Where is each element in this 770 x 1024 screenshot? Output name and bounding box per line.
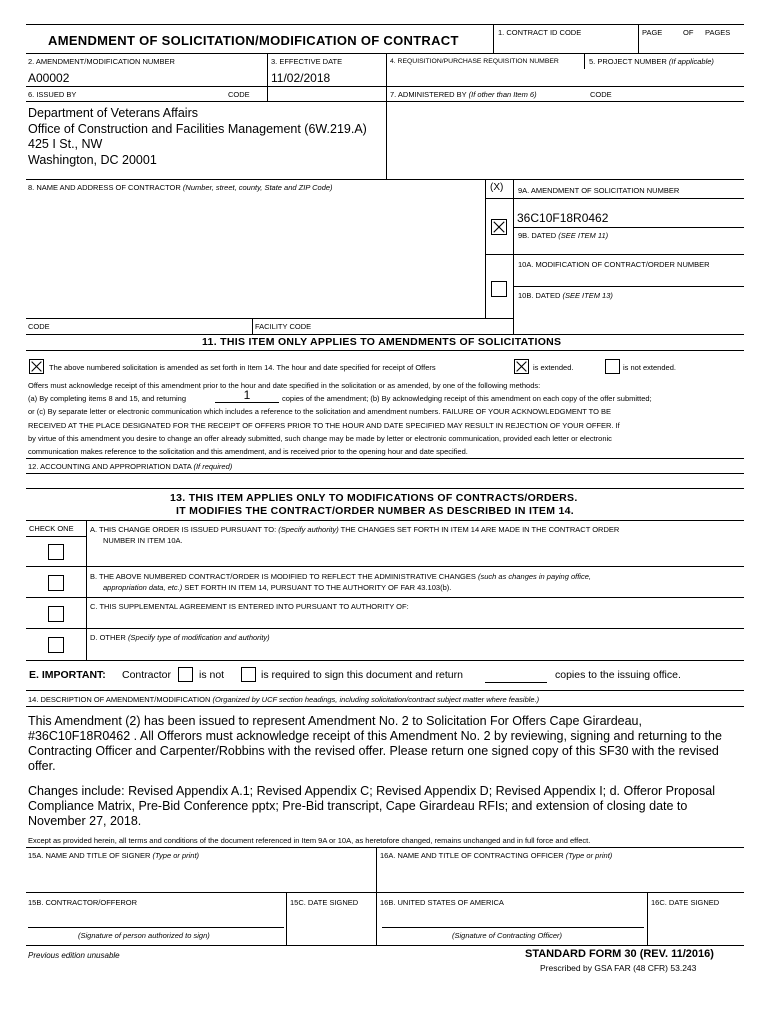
section11-line1: The above numbered solicitation is amended as set forth in Item 14. The hour and date specified for receipt of Offers xyxy=(49,363,436,372)
section13-title2: IT MODIFIES THE CONTRACT/ORDER NUMBER AS DESCRIBED IN ITEM 14. xyxy=(176,505,574,517)
contractor-word: Contractor xyxy=(122,669,172,681)
section11-para6: communication makes reference to the solicitation and this amendment, and is received prior to the opening hour and date specified. xyxy=(28,447,468,456)
option-c-checkbox[interactable] xyxy=(48,606,64,622)
section11-para2b: copies of the amendment; (b) By acknowledging receipt of this amendment on each copy of the offer submitted; xyxy=(282,394,652,403)
is-not-checkbox[interactable] xyxy=(178,667,193,682)
section13-title1: 13. THIS ITEM APPLIES ONLY TO MODIFICATIONS OF CONTRACTS/ORDERS. xyxy=(170,492,578,504)
prescribed-by: Prescribed by GSA FAR (48 CFR) 53.243 xyxy=(540,963,697,973)
checked-x-icon xyxy=(515,360,528,373)
option-b-text2: appropriation data, etc.) SET FORTH IN ITEM 14, PURSUANT TO THE AUTHORITY OF FAR 43.103(b). xyxy=(103,583,452,592)
checked-x-icon xyxy=(30,360,43,373)
item9a-value[interactable]: 36C10F18R0462 xyxy=(517,211,609,225)
important-label: E. IMPORTANT: xyxy=(29,669,106,681)
item15b-label: 15B. CONTRACTOR/OFFEROR xyxy=(28,898,138,907)
pages-label: PAGES xyxy=(705,28,731,37)
item10b-label: 10B. DATED (SEE ITEM 13) xyxy=(518,291,613,300)
x-column-label: (X) xyxy=(490,182,504,193)
section11-para1: Offers must acknowledge receipt of this amendment prior to the hour and date specified in the solicitation or as amended, by one of the following methods: xyxy=(28,381,541,390)
copies-return-field[interactable] xyxy=(485,682,547,683)
is-not-extended-label: is not extended. xyxy=(623,363,676,372)
option-a-text: A. THIS CHANGE ORDER IS ISSUED PURSUANT TO: (Specify authority) THE CHANGES SET FORTH IN ITEM 14 ARE MADE IN THE CONTRACT ORDER xyxy=(90,525,620,534)
project-number-label: 5. PROJECT NUMBER (If applicable) xyxy=(589,57,714,66)
item12-label: 12. ACCOUNTING AND APPROPRIATION DATA (If required) xyxy=(28,462,233,471)
code-label-bottom: CODE xyxy=(28,322,50,331)
is-extended-label: is extended. xyxy=(533,363,574,372)
copies-to-label: copies to the issuing office. xyxy=(555,669,681,681)
administered-by-code-label: CODE xyxy=(590,90,612,99)
item16c-label: 16C. DATE SIGNED xyxy=(651,898,720,907)
description-paragraph-1[interactable]: This Amendment (2) has been issued to represent Amendment No. 2 to Solicitation For Offers Cape Girardeau, #36C10F18R0462 . All Offerors must acknowledge receipt of this Amendment No. 2 by reviewing, signing and returning to the Contracting Officer and Carpenter/Robbins with the revised offer. Please return one signed copy of this SF30 with the revised offer. xyxy=(28,714,722,773)
item10-checkbox[interactable] xyxy=(491,281,507,297)
item9a-label: 9A. AMENDMENT OF SOLICITATION NUMBER xyxy=(518,186,680,195)
is-not-label: is not xyxy=(199,669,225,681)
is-not-extended-checkbox[interactable] xyxy=(605,359,620,374)
administered-by-label: 7. ADMINISTERED BY (If other than Item 6) xyxy=(390,90,537,99)
except-text: Except as provided herein, all terms and conditions of the document referenced in Item 9A or 10A, as heretofore changed, remains unchanged and in full force and effect. xyxy=(28,836,591,845)
issued-by-label: 6. ISSUED BY xyxy=(28,90,77,99)
previous-edition-note: Previous edition unusable xyxy=(28,951,120,960)
signature-person-caption: (Signature of person authorized to sign) xyxy=(78,931,210,940)
standard-form-title: STANDARD FORM 30 (REV. 11/2016) xyxy=(525,948,714,960)
issued-by-code-label: CODE xyxy=(228,90,250,99)
officer-signature-line[interactable] xyxy=(382,927,644,928)
item15c-label: 15C. DATE SIGNED xyxy=(290,898,359,907)
section11-title: 11. THIS ITEM ONLY APPLIES TO AMENDMENTS OF SOLICITATIONS xyxy=(202,336,562,348)
of-label: OF xyxy=(683,28,694,37)
is-required-checkbox[interactable] xyxy=(241,667,256,682)
section11-para5: by virtue of this amendment you desire to change an offer already submitted, such change may be made by letter or electronic communication, provided each letter or electronic xyxy=(28,434,612,443)
item14-label: 14. DESCRIPTION OF AMENDMENT/MODIFICATION (Organized by UCF section headings, including solicitation/contract subject matter where feasible.) xyxy=(28,695,540,704)
contractor-label: 8. NAME AND ADDRESS OF CONTRACTOR (Number, street, county, State and ZIP Code) xyxy=(28,183,333,192)
requisition-number-label: 4. REQUISITION/PURCHASE REQUISITION NUMBER xyxy=(390,58,559,65)
facility-code-label: FACILITY CODE xyxy=(255,322,312,331)
item10a-label: 10A. MODIFICATION OF CONTRACT/ORDER NUMBER xyxy=(518,260,710,269)
item9b-label: 9B. DATED (SEE ITEM 11) xyxy=(518,231,609,240)
section11-para3: or (c) By separate letter or electronic communication which includes a reference to the solicitation and amendment numbers. FAILURE OF YOUR ACKNOWLEDGMENT TO BE xyxy=(28,407,612,416)
option-d-checkbox[interactable] xyxy=(48,637,64,653)
is-required-label: is required to sign this document and return xyxy=(261,669,463,681)
item16a-label: 16A. NAME AND TITLE OF CONTRACTING OFFICER (Type or print) xyxy=(380,851,613,860)
effective-date-value[interactable]: 11/02/2018 xyxy=(271,71,331,85)
contractor-signature-line[interactable] xyxy=(28,927,284,928)
amend-number-value[interactable]: A00002 xyxy=(28,71,70,85)
copies-count-field[interactable]: 1 xyxy=(215,388,279,403)
check-one-label: CHECK ONE xyxy=(29,524,74,533)
item15a-label: 15A. NAME AND TITLE OF SIGNER (Type or print) xyxy=(28,851,200,860)
form-title: AMENDMENT OF SOLICITATION/MODIFICATION OF CONTRACT xyxy=(48,33,459,48)
option-c-text: C. THIS SUPPLEMENTAL AGREEMENT IS ENTERED INTO PURSUANT TO AUTHORITY OF: xyxy=(90,602,409,611)
description-paragraph-2[interactable]: Changes include: Revised Appendix A.1; Revised Appendix C; Revised Appendix D; Revised Appendix I; d. Offeror Proposal Compliance Matrix, Pre-Bid Conference pptx; Pre-Bid transcript, Cape Girardeau RFIs; and extension of closing date to November 27, 2018. xyxy=(28,784,715,828)
option-b-text: B. THE ABOVE NUMBERED CONTRACT/ORDER IS MODIFIED TO REFLECT THE ADMINISTRATIVE CHANGES (such as changes in paying office, xyxy=(90,572,591,581)
issuer-address[interactable]: Department of Veterans Affairs Office of Construction and Facilities Management (6W.219.A) 425 I St., NW Washington, DC 20001 xyxy=(28,106,367,167)
item9-checkbox[interactable] xyxy=(491,219,507,235)
signature-officer-caption: (Signature of Contracting Officer) xyxy=(452,931,563,940)
section11-para4: RECEIVED AT THE PLACE DESIGNATED FOR THE RECEIPT OF OFFERS PRIOR TO THE HOUR AND DATE SPECIFIED MAY RESULT IN REJECTION OF YOUR OFFER. If xyxy=(28,421,620,430)
contract-id-label: 1. CONTRACT ID CODE xyxy=(498,28,582,37)
amend-number-label: 2. AMENDMENT/MODIFICATION NUMBER xyxy=(28,57,175,66)
checked-x-icon xyxy=(492,220,506,234)
option-a-checkbox[interactable] xyxy=(48,544,64,560)
option-b-checkbox[interactable] xyxy=(48,575,64,591)
section11-amended-checkbox[interactable] xyxy=(29,359,44,374)
section11-para2a: (a) By completing items 8 and 15, and returning xyxy=(28,394,187,403)
effective-date-label: 3. EFFECTIVE DATE xyxy=(271,57,343,66)
option-a-text2: NUMBER IN ITEM 10A. xyxy=(103,536,183,545)
page-label: PAGE xyxy=(642,28,663,37)
is-extended-checkbox[interactable] xyxy=(514,359,529,374)
option-d-text: D. OTHER (Specify type of modification and authority) xyxy=(90,633,270,642)
item16b-label: 16B. UNITED STATES OF AMERICA xyxy=(380,898,504,907)
